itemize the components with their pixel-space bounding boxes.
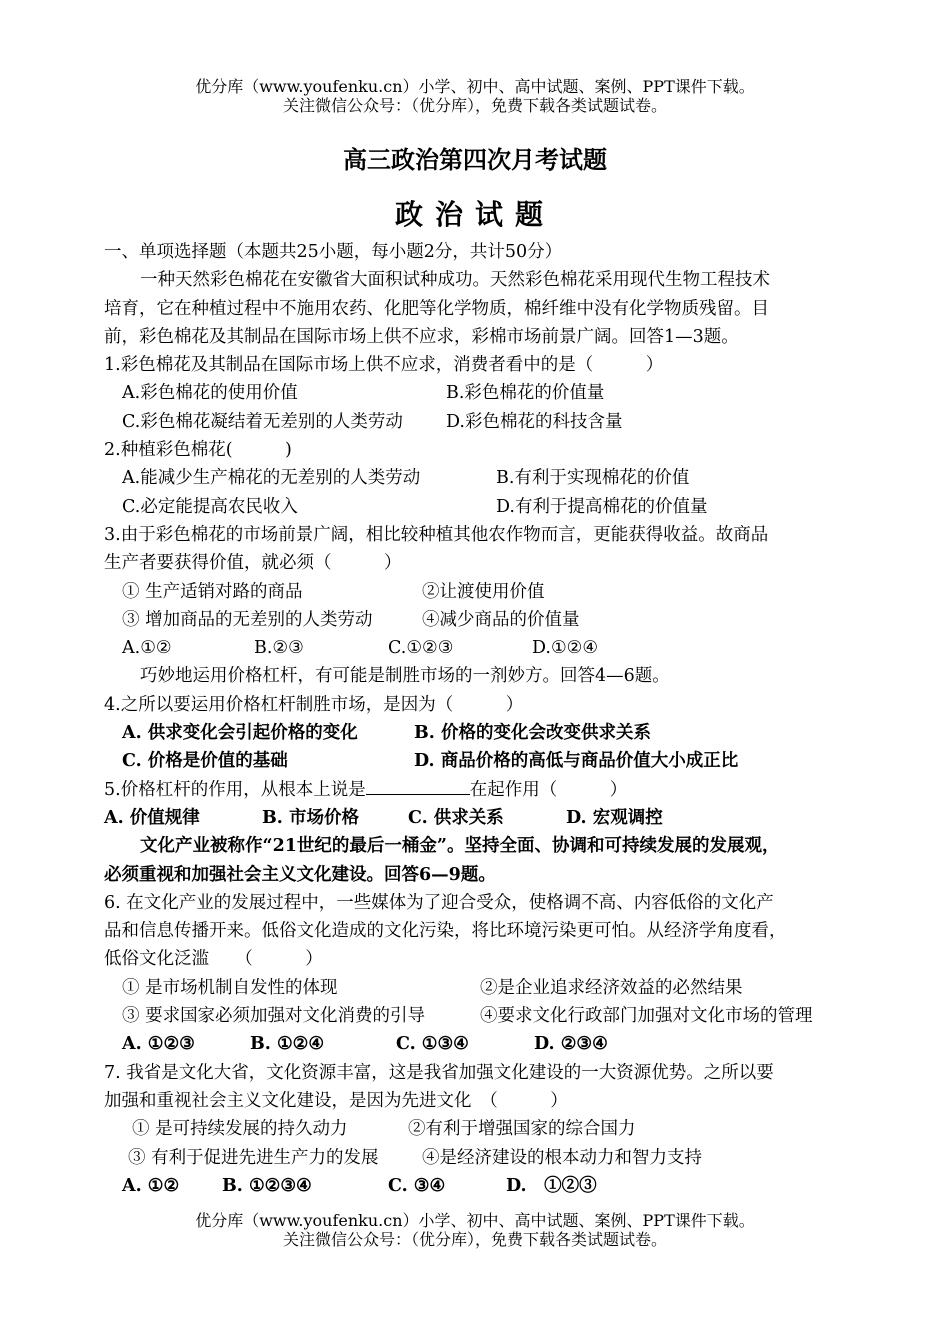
q5-stem [104,776,864,804]
q1-option-c: C.彩色棉花凝结着无差别的人类劳动 [122,411,403,432]
q3-statement-4: ④减少商品的价值量 [422,609,580,630]
q3-stem-line-1: 3.由于彩色棉花的市场前景广阔，相比较种植其他农作物而言，更能获得收益。故商品 [104,524,769,545]
header-line-2: 关注微信公众号：（优分库），免费下载各类试题试卷。 [282,96,667,115]
header-line-1: 优分库（www.youfenku.cn）小学、初中、高中试题、案例、PPT课件下载。 [195,77,755,96]
q6-option-a: A. ①②③ [122,1034,195,1055]
q6-option-d: D. ②③④ [534,1034,608,1055]
q6-options-row [104,1030,864,1058]
q7-statement-2: ②有利于增强国家的综合国力 [408,1119,636,1140]
q2-option-b: B.有利于实现棉花的价值 [496,468,690,489]
footer-line-1: 优分库（www.youfenku.cn）小学、初中、高中试题、案例、PPT课件下载。 [195,1211,755,1230]
q3-option-a: A.①② [122,638,172,659]
q7-statement-1: ① 是可持续发展的持久动力 [132,1119,348,1140]
q7-statements-row-1 [104,1115,864,1143]
q5-option-d: D. 宏观调控 [566,807,663,828]
q5-option-b: B. 市场价格 [262,807,359,828]
q7-stem-line-1: 7. 我省是文化大省，文化资源丰富，这是我省加强文化建设的一大资源优势。之所以要 [104,1062,774,1083]
q7-statements-row-2 [104,1144,864,1172]
q7-option-c: C. ③④ [388,1175,446,1196]
footer-line-2: 关注微信公众号：（优分库），免费下载各类试题试卷。 [282,1230,667,1249]
q5-stem-pre: 5.价格杠杆的作用，从根本上说是 [104,779,366,800]
q7-statement-4: ④是经济建设的根本动力和智力支持 [422,1147,702,1168]
q3-option-b: B.②③ [254,638,304,659]
q4-option-b: B. 价格的变化会改变供求关系 [414,723,651,744]
q4-options-row-1 [104,719,864,747]
q6-statements-row-2 [104,1002,864,1030]
q2-stem: 2.种植彩色棉花( ) [104,440,292,461]
q4-stem: 4.之所以要运用价格杠杆制胜市场，是因为（ ） [104,694,524,715]
q1-option-d: D.彩色棉花的科技含量 [446,411,623,432]
q6-statement-2: ②是企业追求经济效益的必然结果 [480,977,743,998]
q6-stem-line-2: 品和信息传播开来。低俗文化造成的文化污染，将比环境污染更可怕。从经济学角度看， [104,921,787,942]
q1-options-row-2 [104,408,864,436]
q4-option-d: D. 商品价格的高低与商品价值大小成正比 [414,751,739,772]
page-subtitle: 政治试题 [394,198,555,231]
q4-option-c: C. 价格是价值的基础 [122,751,288,772]
q6-stem-line-3: 低俗文化泛滥 （ ） [104,949,323,970]
q7-option-a: A. ①② [122,1175,180,1196]
q3-statements-row-1 [104,578,864,606]
q3-statement-2: ②让渡使用价值 [422,581,545,602]
q3-options-row [104,634,864,662]
q7-statement-3: ③ 有利于促进先进生产力的发展 [128,1147,379,1168]
q1-options-row-1 [104,379,864,407]
q6-statement-3: ③ 要求国家必须加强对文化消费的引导 [122,1006,426,1027]
q3-option-d: D.①②④ [532,638,599,659]
q2-option-a: A.能减少生产棉花的无差别的人类劳动 [122,468,421,489]
q2-option-c: C.必定能提高农民收入 [122,496,298,517]
q1-option-b: B.彩色棉花的价值量 [446,383,605,404]
q3-stem-line-2: 生产者要获得价值，就必须（ ） [104,553,402,574]
q7-option-b: B. ①②③④ [222,1175,312,1196]
q3-statements-row-2 [104,606,864,634]
q6-option-c: C. ①③④ [396,1034,469,1055]
q4-option-a: A. 供求变化会引起价格的变化 [122,723,358,744]
q3-statement-1: ① 生产适销对路的商品 [122,581,303,602]
q2-options-row-1 [104,464,864,492]
q6-statement-1: ① 是市场机制自发性的体现 [122,977,338,998]
q6-option-b: B. ①②④ [250,1034,325,1055]
q3-statement-3: ③ 增加商品的无差别的人类劳动 [122,609,373,630]
q1-option-a: A.彩色棉花的使用价值 [122,383,298,404]
q5-options-row [104,804,864,832]
exam-body [104,238,864,1200]
q4-options-row-2 [104,747,864,775]
q6-statement-4: ④要求文化行政部门加强对文化市场的管理 [480,1006,813,1027]
q5-option-a: A. 价值规律 [104,807,200,828]
q6-statements-row-1 [104,974,864,1002]
q5-answer-blank [366,776,470,795]
q7-option-d: D. ①②③ [506,1175,597,1196]
section-heading: 一、单项选择题（本题共25小题，每小题2分，共计50分） [104,242,563,262]
q2-options-row-2 [104,493,864,521]
passage-1-line-1: 一种天然彩色棉花在安徽省大面积试种成功。天然彩色棉花采用现代生物工程技术 [140,270,770,291]
q3-option-c: C.①②③ [388,638,454,659]
passage-3-line-1: 文化产业被称作“21世纪的最后一桶金”。坚持全面、协调和可持续发展的发展观， [140,836,780,857]
q7-stem-line-2: 加强和重视社会主义文化建设，是因为先进文化 （ ） [104,1090,568,1111]
q6-stem-line-1: 6. 在文化产业的发展过程中，一些媒体为了迎合受众，使格调不高、内容低俗的文化产 [104,892,774,913]
q1-stem: 1.彩色棉花及其制品在国际市场上供不应求，消费者看中的是（ ） [104,355,664,376]
q5-option-c: C. 供求关系 [408,807,504,828]
q7-options-row [104,1172,864,1200]
q5-stem-post: 在起作用（ ） [469,779,628,800]
passage-3-line-2: 必须重视和加强社会主义文化建设。回答6—9题。 [104,864,496,885]
q2-option-d: D.有利于提高棉花的价值量 [496,496,708,517]
passage-2: 巧妙地运用价格杠杆，有可能是制胜市场的一剂妙方。回答4—6题。 [140,666,670,687]
passage-1-line-2: 培育，它在种植过程中不施用农药、化肥等化学物质，棉纤维中没有化学物质残留。目 [104,298,769,319]
page-title: 高三政治第四次月考试题 [343,145,607,174]
passage-1-line-3: 前，彩色棉花及其制品在国际市场上供不应求，彩棉市场前景广阔。回答1—3题。 [104,326,739,347]
